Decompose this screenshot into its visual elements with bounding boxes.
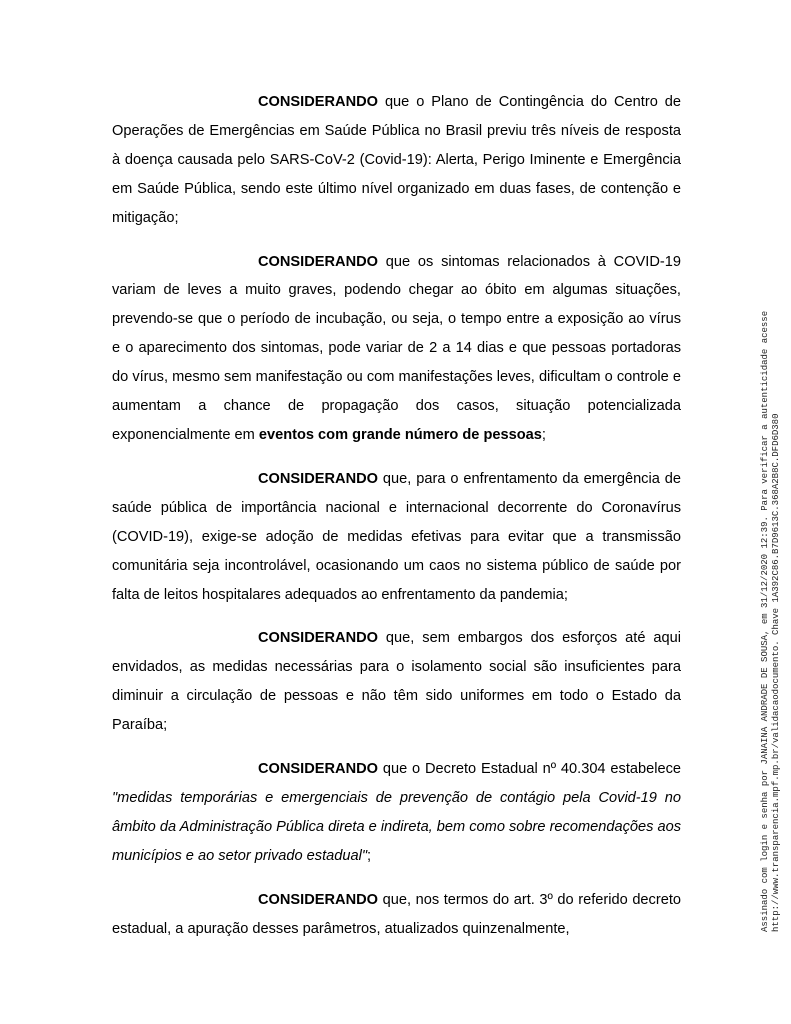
paragraph-2	[112, 248, 681, 450]
paragraph-3	[112, 465, 681, 610]
signature-stamp	[760, 212, 782, 932]
paragraph-text: que o Plano de Contingência do Centro de Operações de Emergências em Saúde Pública no Brasil previu três níveis de resposta à doença causada pelo SARS-CoV-2 (Covid-19): Alerta, Perigo Iminente e Emergência em Saúde Pública, sendo este último nível organizado em duas fases, de contenção e mitigação;	[112, 94, 681, 226]
keyword: CONSIDERANDO	[258, 470, 378, 487]
stamp-line-2: http://www.transparencia.mpf.mp.br/validacaodocumento. Chave 1A392C86.B7D9613C.368A2B8C.DFD6D380	[771, 413, 781, 932]
paragraph-text: que o Decreto Estadual nº 40.304 estabelece	[378, 761, 681, 778]
paragraph-5	[112, 755, 681, 871]
keyword: CONSIDERANDO	[258, 761, 378, 778]
paragraph-4	[112, 624, 681, 740]
stamp-line-1: Assinado com login e senha por JANAINA ANDRADE DE SOUSA, em 31/12/2020 12:39. Para verificar a autenticidade acesse	[760, 310, 770, 932]
paragraph-text: que, para o enfrentamento da emergência de saúde pública de importância nacional e internacional decorrente do Coronavírus (COVID-19), exige-se adoção de medidas efetivas para evitar que a transmissão comunitária seja incontrolável, ocasionando um caos no sistema público de saúde por falta de leitos hospitalares adequados ao enfrentamento da pandemia;	[112, 470, 681, 603]
keyword: CONSIDERANDO	[258, 891, 378, 908]
paragraph-text: que, sem embargos dos esforços até aqui envidados, as medidas necessárias para o isolamento social são insuficientes para diminuir a circulação de pessoas e não têm sido uniformes em todo o Estado da Paraíba;	[112, 630, 681, 734]
keyword: CONSIDERANDO	[258, 253, 378, 270]
paragraph-6	[112, 886, 681, 944]
keyword: CONSIDERANDO	[258, 94, 378, 110]
paragraph-1	[112, 88, 681, 233]
italic-quote: "medidas temporárias e emergenciais de prevenção de contágio pela Covid-19 no âmbito da Administração Pública direta e indireta, bem como sobre recomendações aos municípios e ao setor privado estadual"	[112, 789, 681, 864]
paragraph-text: que os sintomas relacionados à COVID-19 variam de leves a muito graves, podendo chegar ao óbito em algumas situações, prevendo-se que o período de incubação, ou seja, o tempo entre a exposição ao vírus e o aparecimento dos sintomas, pode variar de 2 a 14 dias e que pessoas portadoras do vírus, mesmo sem manifestação ou com manifestações leves, dificultam o controle e aumentam a chance de propagação dos casos, situação potencializada exponencialmente em	[112, 253, 681, 443]
bold-emphasis: eventos com grande número de pessoas	[258, 426, 542, 443]
paragraph-tail: ;	[541, 426, 546, 443]
paragraph-tail: ;	[367, 847, 372, 864]
keyword: CONSIDERANDO	[258, 630, 378, 647]
document-body	[112, 88, 681, 958]
paragraph-text: que, nos termos do art. 3º do referido decreto estadual, a apuração desses parâmetros, atualizados quinzenalmente,	[112, 891, 681, 937]
